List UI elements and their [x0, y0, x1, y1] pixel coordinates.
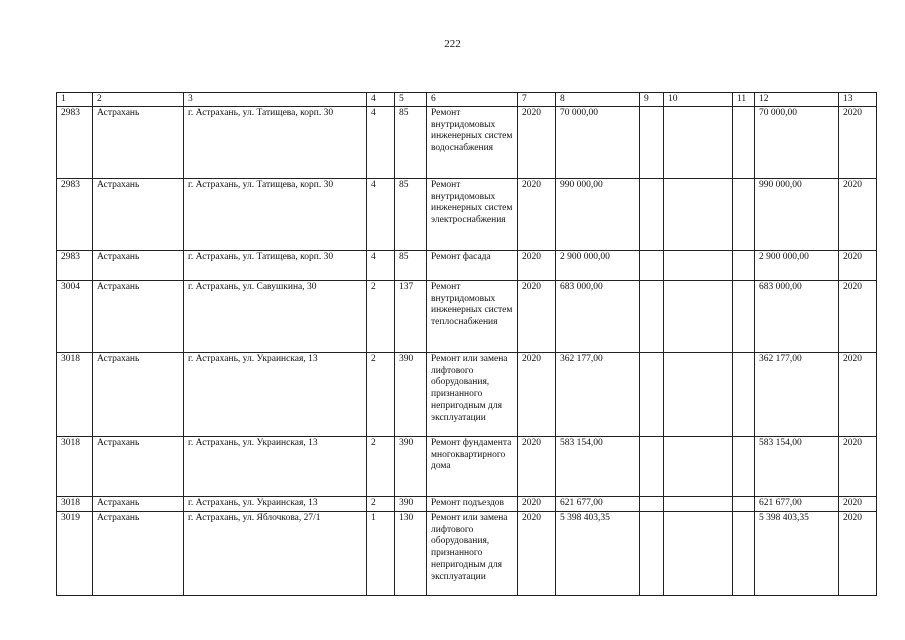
completion-year-cell: 2020 — [839, 107, 877, 179]
table-body — [57, 107, 877, 596]
column-number: 2 — [93, 93, 184, 107]
work-type-cell: Ремонт подъездов — [427, 497, 518, 512]
cost-local-cell — [733, 353, 755, 437]
cost-regional-cell — [664, 107, 733, 179]
apartments-cell: 85 — [395, 107, 427, 179]
table-row — [57, 179, 877, 251]
plan-year-cell: 2020 — [518, 437, 556, 497]
plan-year-cell: 2020 — [518, 353, 556, 437]
municipality-cell: Астрахань — [93, 512, 184, 596]
plan-year-cell: 2020 — [518, 512, 556, 596]
cost-regional-cell — [664, 179, 733, 251]
total-cost-cell: 362 177,00 — [556, 353, 640, 437]
cost-local-cell — [733, 437, 755, 497]
record-id-cell: 2983 — [57, 179, 93, 251]
cost-federal-cell — [640, 179, 664, 251]
total-cost-cell: 2 900 000,00 — [556, 251, 640, 281]
table-row — [57, 281, 877, 353]
cost-owners-cell: 5 398 403,35 — [755, 512, 839, 596]
apartments-cell: 390 — [395, 437, 427, 497]
total-cost-cell: 5 398 403,35 — [556, 512, 640, 596]
table-row — [57, 497, 877, 512]
cost-owners-cell: 583 154,00 — [755, 437, 839, 497]
municipality-cell: Астрахань — [93, 107, 184, 179]
completion-year-cell: 2020 — [839, 437, 877, 497]
work-type-cell: Ремонт или замена лифтового оборудования, признанного непригодным для эксплуатации — [427, 512, 518, 596]
record-id-cell: 2983 — [57, 251, 93, 281]
cost-regional-cell — [664, 512, 733, 596]
address-cell: г. Астрахань, ул. Украинская, 13 — [184, 497, 367, 512]
cost-regional-cell — [664, 437, 733, 497]
column-number: 12 — [755, 93, 839, 107]
cost-regional-cell — [664, 497, 733, 512]
address-cell: г. Астрахань, ул. Татищева, корп. 30 — [184, 107, 367, 179]
column-number: 9 — [640, 93, 664, 107]
cost-owners-cell: 621 677,00 — [755, 497, 839, 512]
cost-owners-cell: 362 177,00 — [755, 353, 839, 437]
cost-federal-cell — [640, 497, 664, 512]
cost-local-cell — [733, 251, 755, 281]
page-number: 222 — [444, 38, 461, 50]
table-row — [57, 251, 877, 281]
apartments-cell: 137 — [395, 281, 427, 353]
apartments-cell: 390 — [395, 353, 427, 437]
work-type-cell: Ремонт фундамента многоквартирного дома — [427, 437, 518, 497]
apartments-cell: 390 — [395, 497, 427, 512]
completion-year-cell: 2020 — [839, 353, 877, 437]
apartments-cell: 130 — [395, 512, 427, 596]
column-number: 5 — [395, 93, 427, 107]
work-type-cell: Ремонт внутридомовых инженерных систем водоснабжения — [427, 107, 518, 179]
column-number: 4 — [367, 93, 395, 107]
municipality-cell: Астрахань — [93, 497, 184, 512]
column-number: 1 — [57, 93, 93, 107]
table-row — [57, 353, 877, 437]
plan-year-cell: 2020 — [518, 179, 556, 251]
plan-year-cell: 2020 — [518, 281, 556, 353]
record-id-cell: 3018 — [57, 353, 93, 437]
address-cell: г. Астрахань, ул. Татищева, корп. 30 — [184, 179, 367, 251]
column-number: 10 — [664, 93, 733, 107]
work-type-cell: Ремонт внутридомовых инженерных систем электроснабжения — [427, 179, 518, 251]
municipality-cell: Астрахань — [93, 353, 184, 437]
address-cell: г. Астрахань, ул. Украинская, 13 — [184, 437, 367, 497]
floors-cell: 2 — [367, 437, 395, 497]
work-type-cell: Ремонт или замена лифтового оборудования, признанного непригодным для эксплуатации — [427, 353, 518, 437]
column-number: 8 — [556, 93, 640, 107]
floors-cell: 2 — [367, 353, 395, 437]
address-cell: г. Астрахань, ул. Савушкина, 30 — [184, 281, 367, 353]
cost-federal-cell — [640, 251, 664, 281]
cost-local-cell — [733, 497, 755, 512]
record-id-cell: 3018 — [57, 437, 93, 497]
table-row — [57, 512, 877, 596]
repair-register-table — [56, 92, 877, 596]
cost-regional-cell — [664, 251, 733, 281]
total-cost-cell: 990 000,00 — [556, 179, 640, 251]
municipality-cell: Астрахань — [93, 251, 184, 281]
completion-year-cell: 2020 — [839, 179, 877, 251]
address-cell: г. Астрахань, ул. Татищева, корп. 30 — [184, 251, 367, 281]
floors-cell: 1 — [367, 512, 395, 596]
completion-year-cell: 2020 — [839, 281, 877, 353]
apartments-cell: 85 — [395, 179, 427, 251]
column-number: 11 — [733, 93, 755, 107]
total-cost-cell: 621 677,00 — [556, 497, 640, 512]
work-type-cell: Ремонт внутридомовых инженерных систем теплоснабжения — [427, 281, 518, 353]
floors-cell: 2 — [367, 497, 395, 512]
column-number: 3 — [184, 93, 367, 107]
total-cost-cell: 683 000,00 — [556, 281, 640, 353]
floors-cell: 4 — [367, 251, 395, 281]
column-number: 13 — [839, 93, 877, 107]
cost-regional-cell — [664, 281, 733, 353]
cost-federal-cell — [640, 437, 664, 497]
plan-year-cell: 2020 — [518, 251, 556, 281]
municipality-cell: Астрахань — [93, 437, 184, 497]
completion-year-cell: 2020 — [839, 497, 877, 512]
municipality-cell: Астрахань — [93, 281, 184, 353]
cost-local-cell — [733, 281, 755, 353]
column-number-row — [57, 93, 877, 107]
cost-owners-cell: 2 900 000,00 — [755, 251, 839, 281]
cost-regional-cell — [664, 353, 733, 437]
table-row — [57, 107, 877, 179]
column-number: 7 — [518, 93, 556, 107]
cost-local-cell — [733, 512, 755, 596]
record-id-cell: 3018 — [57, 497, 93, 512]
plan-year-cell: 2020 — [518, 107, 556, 179]
cost-federal-cell — [640, 512, 664, 596]
cost-federal-cell — [640, 281, 664, 353]
work-type-cell: Ремонт фасада — [427, 251, 518, 281]
total-cost-cell: 70 000,00 — [556, 107, 640, 179]
apartments-cell: 85 — [395, 251, 427, 281]
cost-local-cell — [733, 179, 755, 251]
address-cell: г. Астрахань, ул. Яблочкова, 27/1 — [184, 512, 367, 596]
cost-owners-cell: 70 000,00 — [755, 107, 839, 179]
column-number: 6 — [427, 93, 518, 107]
completion-year-cell: 2020 — [839, 512, 877, 596]
cost-federal-cell — [640, 107, 664, 179]
cost-owners-cell: 990 000,00 — [755, 179, 839, 251]
cost-federal-cell — [640, 353, 664, 437]
table-row — [57, 437, 877, 497]
plan-year-cell: 2020 — [518, 497, 556, 512]
address-cell: г. Астрахань, ул. Украинская, 13 — [184, 353, 367, 437]
floors-cell: 2 — [367, 281, 395, 353]
record-id-cell: 3019 — [57, 512, 93, 596]
cost-local-cell — [733, 107, 755, 179]
record-id-cell: 3004 — [57, 281, 93, 353]
total-cost-cell: 583 154,00 — [556, 437, 640, 497]
completion-year-cell: 2020 — [839, 251, 877, 281]
record-id-cell: 2983 — [57, 107, 93, 179]
cost-owners-cell: 683 000,00 — [755, 281, 839, 353]
floors-cell: 4 — [367, 107, 395, 179]
municipality-cell: Астрахань — [93, 179, 184, 251]
floors-cell: 4 — [367, 179, 395, 251]
